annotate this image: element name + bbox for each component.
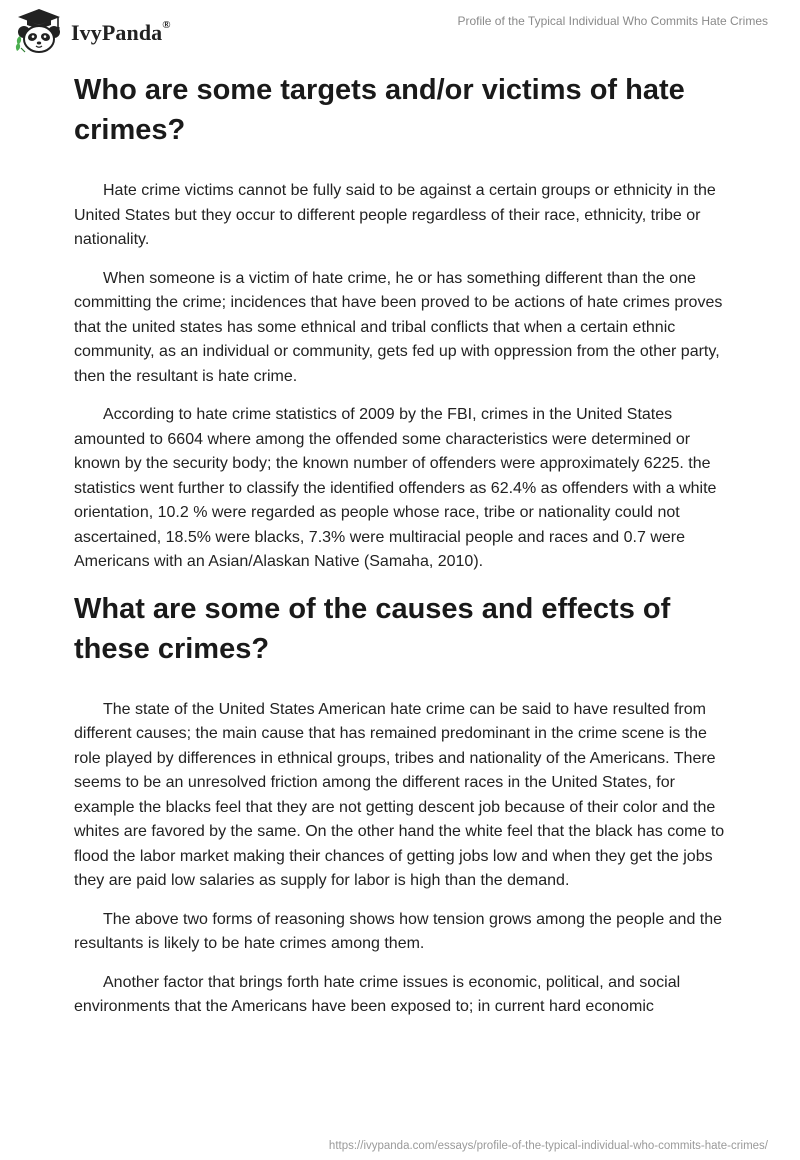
paragraph: The state of the United States American hate crime can be said to have resulted from different causes; the main cause that has remained predominant in the crime scene is the role played by differences in ethnical groups, tribes and nationality of the Americans. There seems to be an unresolved friction among the different races in the United States, for example the blacks feel that they are not getting descent job because of their color and the whites are favored by the same. On the other hand the white feel that the black has come to flood the labor market making their chances of getting jobs low and when they get the jobs they are paid low salaries as supply for labor is high than the demand. — [74, 700, 725, 889]
page-header — [0, 0, 800, 60]
source-url[interactable]: https://ivypanda.com/essays/profile-of-the-typical-individual-who-commits-hate-crimes/ — [328, 1140, 768, 1152]
paragraph: According to hate crime statistics of 2009 by the FBI, crimes in the United States amounted to 6604 where among the offended some characteristics were determined or known by the security body; the known number of offenders were approximately 6225. the statistics went further to classify the identified offenders as 62.4% as offenders with a white orientation, 10.2 % were regarded as people whose race, tribe or nationality could not ascertained, 18.5% were blacks, 7.3% were multiracial people and races and 0.7 were Americans with an Asian/Alaskan Native (Samaha, 2010). — [74, 406, 717, 570]
document-title: Profile of the Typical Individual Who Commits Hate Crimes — [457, 14, 768, 28]
section-body-causes — [74, 698, 734, 1020]
paragraph: The above two forms of reasoning shows how tension grows among the people and the resultants is likely to be hate crimes among them. — [74, 910, 723, 952]
paragraph: Hate crime victims cannot be fully said to be against a certain groups or ethnicity in the United States but they occur to different people regardless of their race, ethnicity, tribe or nationality. — [74, 182, 716, 248]
section-heading-causes: What are some of the causes and effects of these crimes? — [74, 592, 671, 665]
article-content — [74, 70, 734, 1034]
paragraph: Another factor that brings forth hate crime issues is economic, political, and social environments that the Americans have been exposed to; in current hard economic — [74, 973, 681, 1015]
paragraph: When someone is a victim of hate crime, he or has something different than the one committing the crime; incidences that have been proved to be actions of hate crimes proves that the united states has some ethnical and tribal conflicts that when a certain ethnic community, as an individual or community, gets fed up with oppression from the other party, then the resultant is hate crime. — [74, 269, 723, 385]
section-heading-victims: Who are some targets and/or victims of hate crimes? — [74, 74, 685, 146]
brand-name: IvyPanda® — [71, 19, 171, 45]
panda-graduate-icon — [14, 8, 64, 54]
brand-logo[interactable] — [14, 8, 171, 54]
section-body-victims — [74, 179, 734, 575]
